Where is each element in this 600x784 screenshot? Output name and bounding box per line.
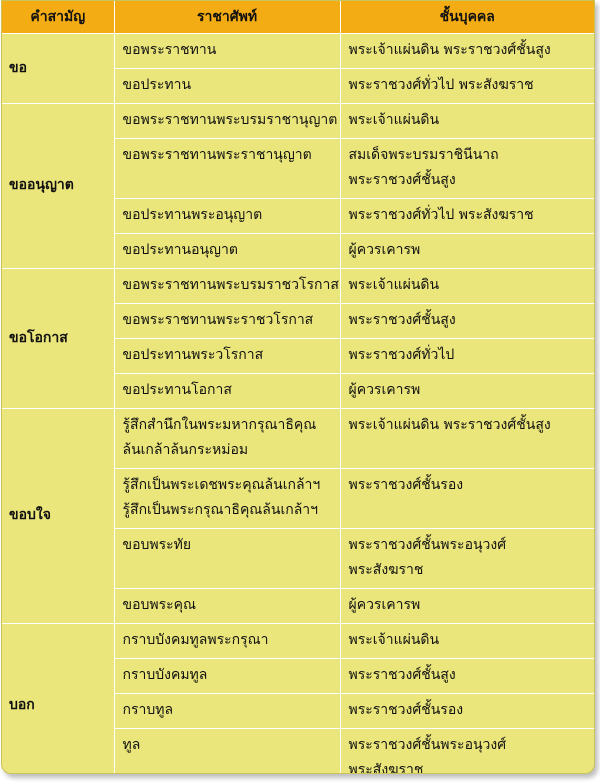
royal-word-cell-line: ขอประทานโอกาส bbox=[122, 382, 232, 398]
person-rank-cell bbox=[340, 234, 594, 269]
header-royal-word: ราชาศัพท์ bbox=[114, 1, 340, 34]
royal-word-cell-line: กราบทูล bbox=[122, 702, 174, 718]
royal-word-cell bbox=[114, 34, 340, 69]
person-rank-cell-line: พระราชวงศ์ชั้นรอง bbox=[348, 702, 464, 718]
person-rank-cell-line: ผู้ควรเคารพ bbox=[348, 242, 421, 258]
person-rank-cell-line: พระราชวงศ์ชั้นพระอนุวงศ์ bbox=[348, 737, 507, 753]
royal-word-cell bbox=[114, 199, 340, 234]
person-rank-cell-line: พระราชวงศ์ชั้นสูง bbox=[348, 172, 456, 188]
table-row bbox=[2, 624, 594, 659]
person-rank-cell-line: พระเจ้าแผ่นดิน พระราชวงศ์ชั้นสูง bbox=[348, 417, 551, 433]
person-rank-cell-line: พระราชวงศ์ชั้นพระอนุวงศ์ bbox=[348, 537, 507, 553]
royal-word-cell bbox=[114, 304, 340, 339]
person-rank-cell-line: พระราชวงศ์ชั้นสูง bbox=[348, 312, 456, 328]
royal-word-cell-line: ขอประทาน bbox=[122, 77, 192, 93]
royal-word-cell-line: ทูล bbox=[122, 737, 141, 753]
header-common-word: คำสามัญ bbox=[2, 1, 114, 34]
royal-word-cell bbox=[114, 469, 340, 529]
royal-word-cell-line: กราบบังคมทูล bbox=[122, 667, 208, 683]
person-rank-cell bbox=[340, 69, 594, 104]
common-word-cell: ขอ bbox=[2, 34, 114, 104]
royal-word-cell bbox=[114, 374, 340, 409]
royal-word-cell-line: ขอพระราชทาน bbox=[122, 42, 217, 58]
common-word-cell: บอก bbox=[2, 624, 114, 775]
person-rank-cell bbox=[340, 409, 594, 469]
royal-word-cell bbox=[114, 409, 340, 469]
royal-word-cell-line: ขอบพระคุณ bbox=[122, 597, 196, 613]
common-word-cell: ขอบใจ bbox=[2, 409, 114, 624]
royal-word-cell bbox=[114, 139, 340, 199]
person-rank-cell-line: พระสังฆราช bbox=[348, 762, 424, 774]
person-rank-cell bbox=[340, 269, 594, 304]
royal-word-cell bbox=[114, 589, 340, 624]
royal-word-cell bbox=[114, 729, 340, 775]
royal-word-cell-line: ขอประทานพระวโรกาส bbox=[122, 347, 264, 363]
royal-vocabulary-table-frame bbox=[1, 0, 595, 774]
person-rank-cell bbox=[340, 659, 594, 694]
royal-word-cell bbox=[114, 624, 340, 659]
person-rank-cell-line: พระเจ้าแผ่นดิน bbox=[348, 277, 440, 293]
person-rank-cell bbox=[340, 104, 594, 139]
royal-word-cell-line: ขอพระราชทานพระบรมราชานุญาต bbox=[122, 112, 338, 128]
royal-word-cell-line: ขอพระราชทานพระบรมราชวโรกาส bbox=[122, 277, 339, 293]
person-rank-cell bbox=[340, 304, 594, 339]
table-row bbox=[2, 34, 594, 69]
royal-word-cell bbox=[114, 104, 340, 139]
royal-word-cell bbox=[114, 694, 340, 729]
header-person-rank: ชั้นบุคคล bbox=[340, 1, 594, 34]
person-rank-cell-line: ผู้ควรเคารพ bbox=[348, 382, 421, 398]
royal-word-cell-line: กราบบังคมทูลพระกรุณา bbox=[122, 632, 269, 648]
person-rank-cell-line: พระราชวงศ์ชั้นสูง bbox=[348, 667, 456, 683]
person-rank-cell-line: ผู้ควรเคารพ bbox=[348, 597, 421, 613]
royal-word-cell bbox=[114, 659, 340, 694]
person-rank-cell-line: พระเจ้าแผ่นดิน bbox=[348, 112, 440, 128]
person-rank-cell bbox=[340, 529, 594, 589]
person-rank-cell-line: พระราชวงศ์ทั่วไป พระสังฆราช bbox=[348, 77, 534, 93]
person-rank-cell bbox=[340, 34, 594, 69]
royal-word-cell-line: ขอประทานอนุญาต bbox=[122, 242, 238, 258]
royal-word-cell bbox=[114, 69, 340, 104]
royal-vocabulary-table bbox=[2, 1, 594, 774]
royal-word-cell-line: รู้สึกเป็นพระกรุณาธิคุณล้นเกล้าฯ bbox=[122, 502, 319, 518]
person-rank-cell-line: พระเจ้าแผ่นดิน bbox=[348, 632, 440, 648]
royal-word-cell bbox=[114, 234, 340, 269]
royal-word-cell-line: ขอพระราชทานพระราชานุญาต bbox=[122, 147, 312, 163]
person-rank-cell-line: พระราชวงศ์ทั่วไป bbox=[348, 347, 455, 363]
person-rank-cell-line: สมเด็จพระบรมราชินีนาถ bbox=[348, 147, 499, 163]
person-rank-cell bbox=[340, 469, 594, 529]
royal-word-cell-line: ล้นเกล้าล้นกระหม่อม bbox=[122, 442, 249, 458]
royal-word-cell bbox=[114, 269, 340, 304]
person-rank-cell bbox=[340, 339, 594, 374]
table-row bbox=[2, 104, 594, 139]
table-row bbox=[2, 409, 594, 469]
royal-word-cell bbox=[114, 339, 340, 374]
person-rank-cell bbox=[340, 694, 594, 729]
royal-word-cell bbox=[114, 529, 340, 589]
person-rank-cell-line: พระราชวงศ์ชั้นรอง bbox=[348, 477, 464, 493]
table-header bbox=[2, 1, 594, 34]
header-row bbox=[2, 1, 594, 34]
person-rank-cell bbox=[340, 199, 594, 234]
person-rank-cell bbox=[340, 589, 594, 624]
person-rank-cell bbox=[340, 624, 594, 659]
table-row bbox=[2, 269, 594, 304]
royal-word-cell-line: รู้สึกสำนึกในพระมหากรุณาธิคุณ bbox=[122, 417, 317, 433]
royal-word-cell-line: ขอบพระทัย bbox=[122, 537, 192, 553]
royal-word-cell-line: รู้สึกเป็นพระเดชพระคุณล้นเกล้าฯ bbox=[122, 477, 321, 493]
table-body bbox=[2, 34, 594, 775]
person-rank-cell bbox=[340, 374, 594, 409]
person-rank-cell bbox=[340, 729, 594, 775]
person-rank-cell-line: พระราชวงศ์ทั่วไป พระสังฆราช bbox=[348, 207, 534, 223]
royal-word-cell-line: ขอประทานพระอนุญาต bbox=[122, 207, 263, 223]
person-rank-cell-line: พระเจ้าแผ่นดิน พระราชวงศ์ชั้นสูง bbox=[348, 42, 551, 58]
common-word-cell: ขอโอกาส bbox=[2, 269, 114, 409]
person-rank-cell-line: พระสังฆราช bbox=[348, 562, 424, 578]
royal-word-cell-line: ขอพระราชทานพระราชวโรกาส bbox=[122, 312, 314, 328]
person-rank-cell bbox=[340, 139, 594, 199]
common-word-cell: ขออนุญาต bbox=[2, 104, 114, 269]
